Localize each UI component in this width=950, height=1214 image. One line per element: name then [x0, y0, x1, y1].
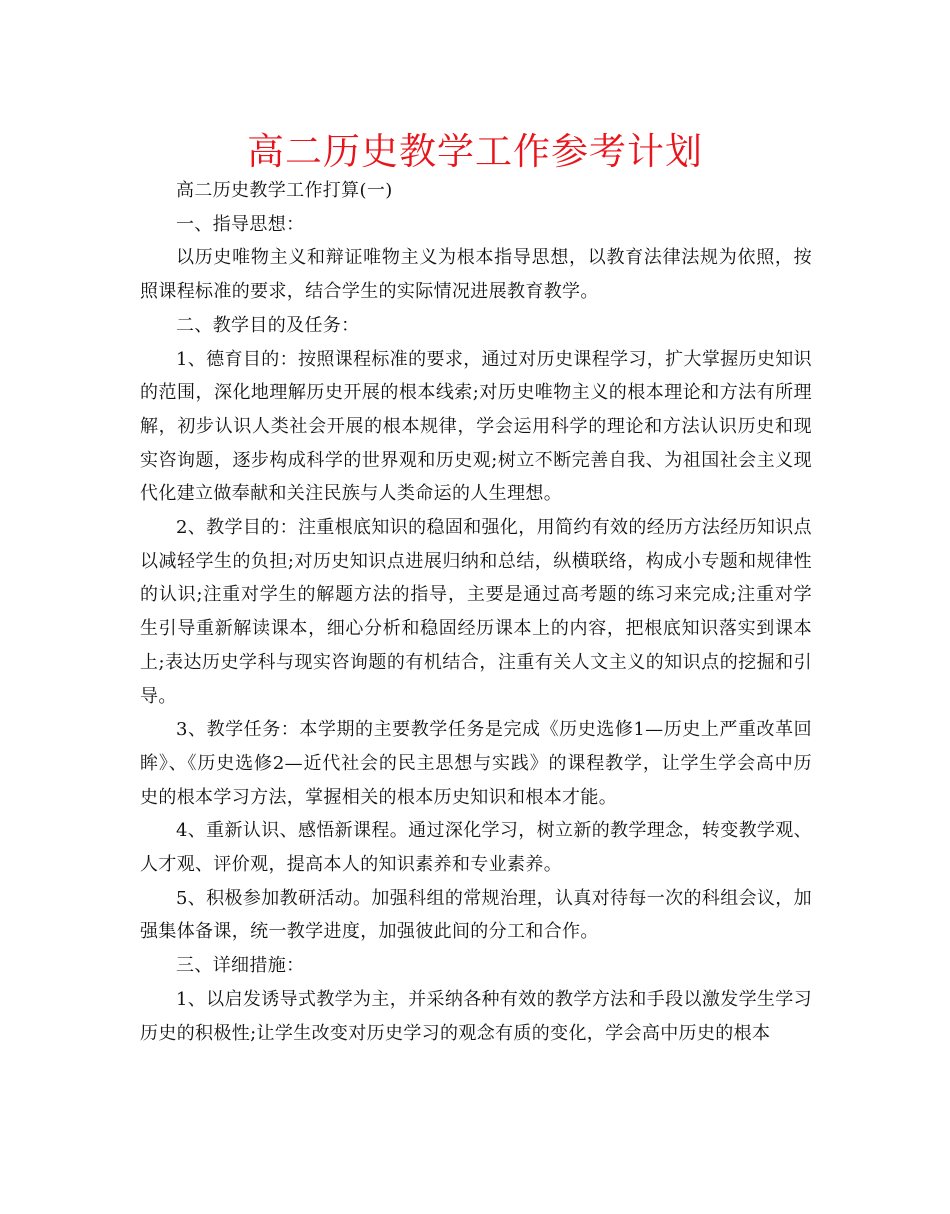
paragraph-teaching-research: 5、积极参加教研活动。加强科组的常规治理，认真对待每一次的科组会议，加强集体备课，统一教学进度，加强彼此间的分工和合作。	[140, 887, 812, 943]
section-heading-teaching-goals: 二、教学目的及任务：	[176, 314, 360, 336]
paragraph-teaching-task: 3、教学任务：本学期的主要教学任务是完成《历史选修1—历史上严重改革回眸》、《历史选修2—近代社会的民主思想与实践》的课程教学，让学生学会高中历史的根本学习方法，掌握相关的根本历史知识和根本才能。	[140, 719, 812, 808]
paragraph-teaching-goal: 2、教学目的：注重根底知识的稳固和强化，用简约有效的经历方法经历知识点以减轻学生的负担;对历史知识点进展归纳和总结，纵横联络，构成小专题和规律性的认识;注重对学生的解题方法的指导，主要是通过高考题的练习来完成;注重对学生引导重新解读课本，细心分析和稳固经历课本上的内容，把根底知识落实到课本上;表达历史学科与现实咨询题的有机结合，注重有关人文主义的知识点的挖掘和引导。	[140, 517, 812, 707]
document-body	[140, 174, 812, 1050]
section-heading-guiding-thought: 一、指导思想：	[176, 213, 305, 235]
section-heading-measures: 三、详细措施：	[176, 955, 305, 977]
document-title: 高二历史教学工作参考计划	[247, 130, 703, 173]
subtitle-paragraph: 高二历史教学工作打算(一)	[176, 180, 393, 201]
paragraph-guiding-thought: 以历史唯物主义和辩证唯物主义为根本指导思想，以教育法律法规为依照，按照课程标准的要求，结合学生的实际情况进展教育教学。	[140, 247, 812, 303]
paragraph-moral-education-goal: 1、德育目的：按照课程标准的要求，通过对历史课程学习，扩大掌握历史知识的范围，深化地理解历史开展的根本线索;对历史唯物主义的根本理论和方法有所理解，初步认识人类社会开展的根本规律，学会运用科学的理论和方法认识历史和现实咨询题，逐步构成科学的世界观和历史观;树立不断完善自我、为祖国社会主义现代化建立做奉献和关注民族与人类命运的人生理想。	[140, 348, 812, 505]
paragraph-measure-1: 1、以启发诱导式教学为主，并采纳各种有效的教学方法和手段以激发学生学习历史的积极性;让学生改变对历史学习的观念有质的变化，学会高中历史的根本	[140, 988, 812, 1044]
paragraph-new-curriculum: 4、重新认识、感悟新课程。通过深化学习，树立新的教学理念，转变教学观、人才观、评价观，提高本人的知识素养和专业素养。	[140, 820, 812, 876]
